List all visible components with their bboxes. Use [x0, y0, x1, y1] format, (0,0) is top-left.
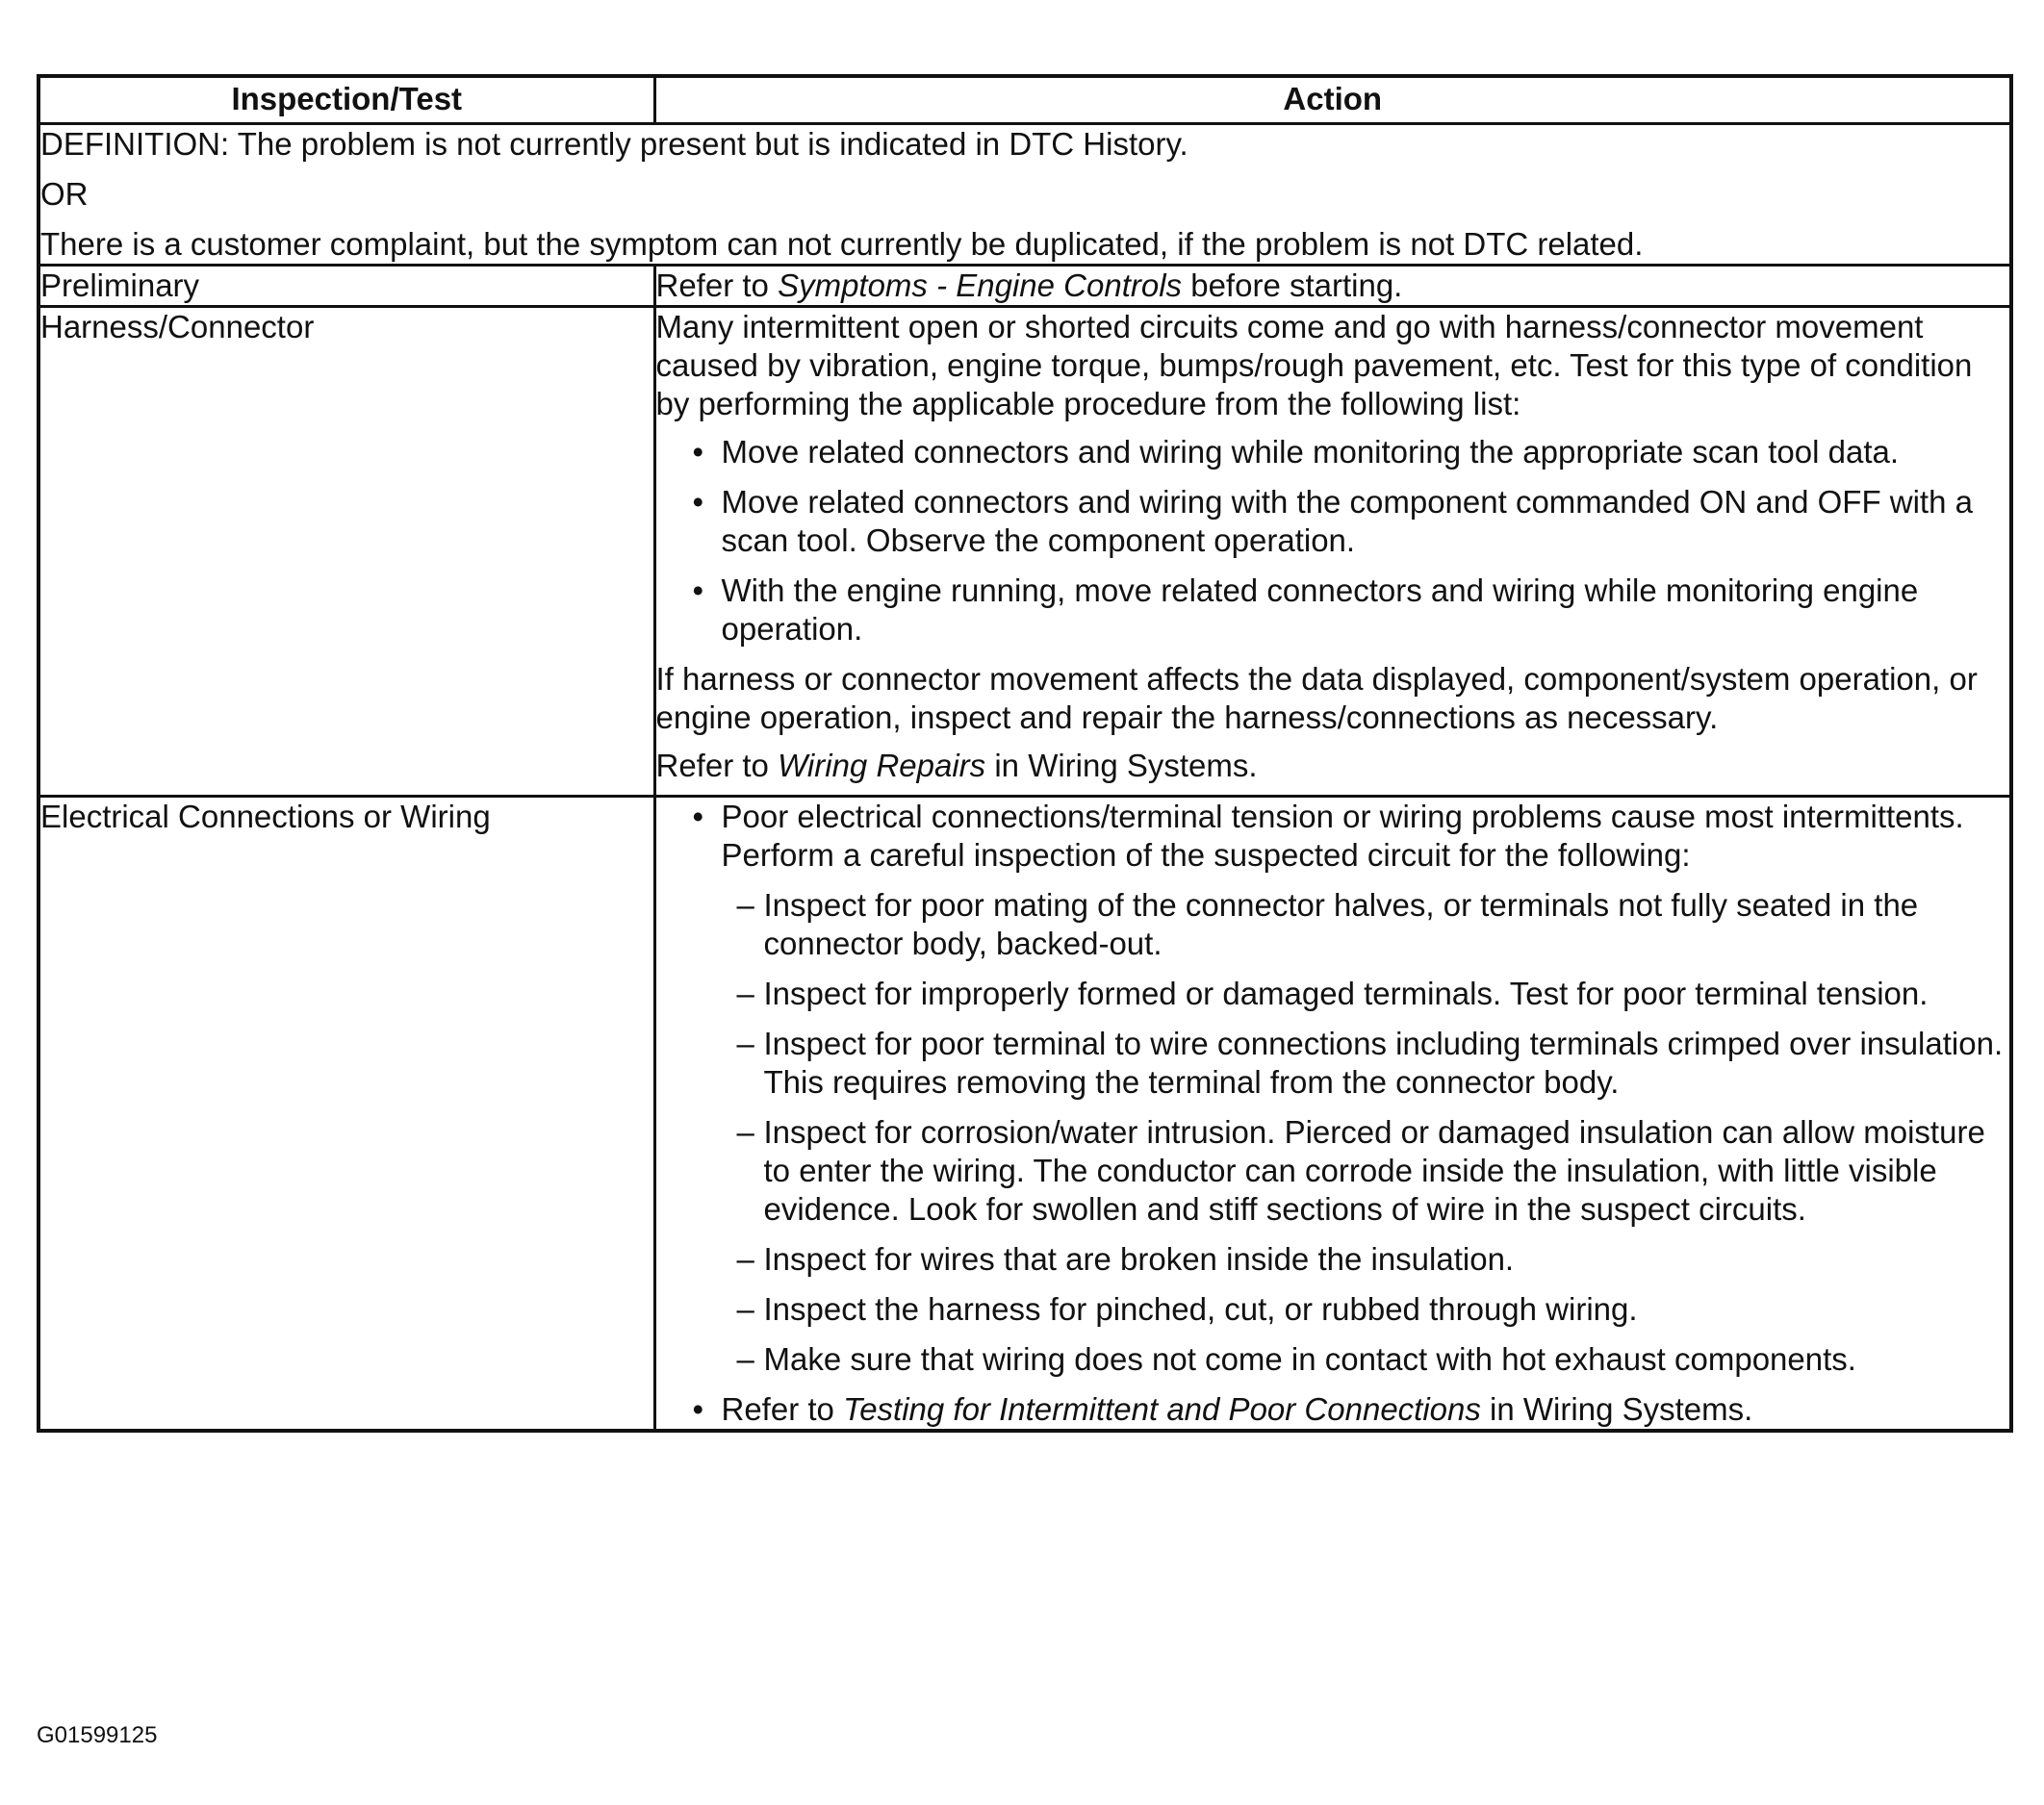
list-item: • Move related connectors and wiring while monitoring the appropriate scan tool data.: [685, 433, 2010, 471]
definition-row: [38, 124, 2011, 266]
figure-id: G01599125: [37, 1722, 158, 1748]
row-action-electrical: [654, 797, 2011, 1432]
list-item: – Inspect for poor terminal to wire connections including terminals crimped over insulation. This requires removing the terminal from the connector body.: [737, 1025, 2010, 1102]
definition-or: OR: [40, 176, 89, 212]
list-item: – Inspect for poor mating of the connector halves, or terminals not fully seated in the connector body, backed-out.: [737, 886, 2010, 963]
header-action: Action: [654, 76, 2011, 124]
definition-cell: [38, 124, 2011, 266]
harness-refer-pre: Refer to: [655, 748, 779, 783]
list-item: – Make sure that wiring does not come in contact with hot exhaust components.: [737, 1340, 2010, 1379]
harness-refer-post: in Wiring Systems.: [985, 748, 1258, 783]
table-row-harness: [38, 307, 2011, 797]
list-item: • With the engine running, move related connectors and wiring while monitoring engine operation.: [685, 572, 2010, 648]
electrical-bullet-2-post: in Wiring Systems.: [1480, 1391, 1753, 1427]
definition-text-2: There is a customer complaint, but the symptom can not currently be duplicated, if the problem is not DTC related.: [40, 226, 1644, 262]
row-action-harness: [654, 307, 2011, 797]
electrical-bullet-list: [656, 798, 2010, 1429]
harness-intro: Many intermittent open or shorted circuits come and go with harness/connector movement caused by vibration, engine torque, bumps/rough pavement, etc. Test for this type of condition by performing the applicable procedure from the following list:: [655, 309, 1973, 421]
table-header-row: [38, 76, 2011, 124]
electrical-bullet-2-pre: Refer to: [721, 1391, 844, 1427]
list-item: [685, 798, 2010, 1379]
electrical-bullet-2-reference: Testing for Intermittent and Poor Connections: [843, 1391, 1481, 1427]
harness-outro: If harness or connector movement affects the data displayed, component/system operation, or engine operation, inspect and repair the harness/connections as necessary.: [655, 661, 1978, 735]
electrical-dash-list: [722, 886, 2010, 1379]
list-item: – Inspect the harness for pinched, cut, or rubbed through wiring.: [737, 1290, 2010, 1329]
table-row-preliminary: [38, 266, 2011, 307]
inspection-table: [37, 74, 2013, 1433]
list-item: [685, 1390, 2010, 1429]
harness-refer-reference: Wiring Repairs: [778, 748, 986, 783]
list-item: • Move related connectors and wiring with the component commanded ON and OFF with a scan tool. Observe the component operation.: [685, 483, 2010, 560]
header-inspection-test: Inspection/Test: [38, 76, 654, 124]
row-label-harness: Harness/Connector: [38, 307, 654, 797]
row-label-electrical: Electrical Connections or Wiring: [38, 797, 654, 1432]
preliminary-reference: Symptoms - Engine Controls: [778, 267, 1183, 303]
list-item: – Inspect for corrosion/water intrusion. Pierced or damaged insulation can allow moisture to enter the wiring. The conductor can corrode inside the insulation, with little visible evidence. Look for swollen and stiff sections of wire in the suspect circuits.: [737, 1113, 2010, 1229]
row-action-preliminary: [654, 266, 2011, 307]
row-label-preliminary: Preliminary: [38, 266, 654, 307]
harness-bullet-list: [656, 433, 2010, 648]
harness-refer: [656, 747, 2010, 785]
definition-text: The problem is not currently present but is indicated in DTC History.: [229, 126, 1188, 162]
list-item: – Inspect for wires that are broken inside the insulation.: [737, 1240, 2010, 1279]
preliminary-text-pre: Refer to: [655, 267, 779, 303]
electrical-bullet-1-text: Poor electrical connections/terminal tension or wiring problems cause most intermittents. Perform a careful inspection of the suspected circuit for the following:: [721, 799, 1964, 873]
list-item: – Inspect for improperly formed or damaged terminals. Test for poor terminal tension.: [737, 975, 2010, 1013]
table-row-electrical: [38, 797, 2011, 1432]
definition-line: [40, 125, 2009, 164]
preliminary-text-post: before starting.: [1182, 267, 1403, 303]
definition-label: DEFINITION:: [40, 126, 230, 162]
